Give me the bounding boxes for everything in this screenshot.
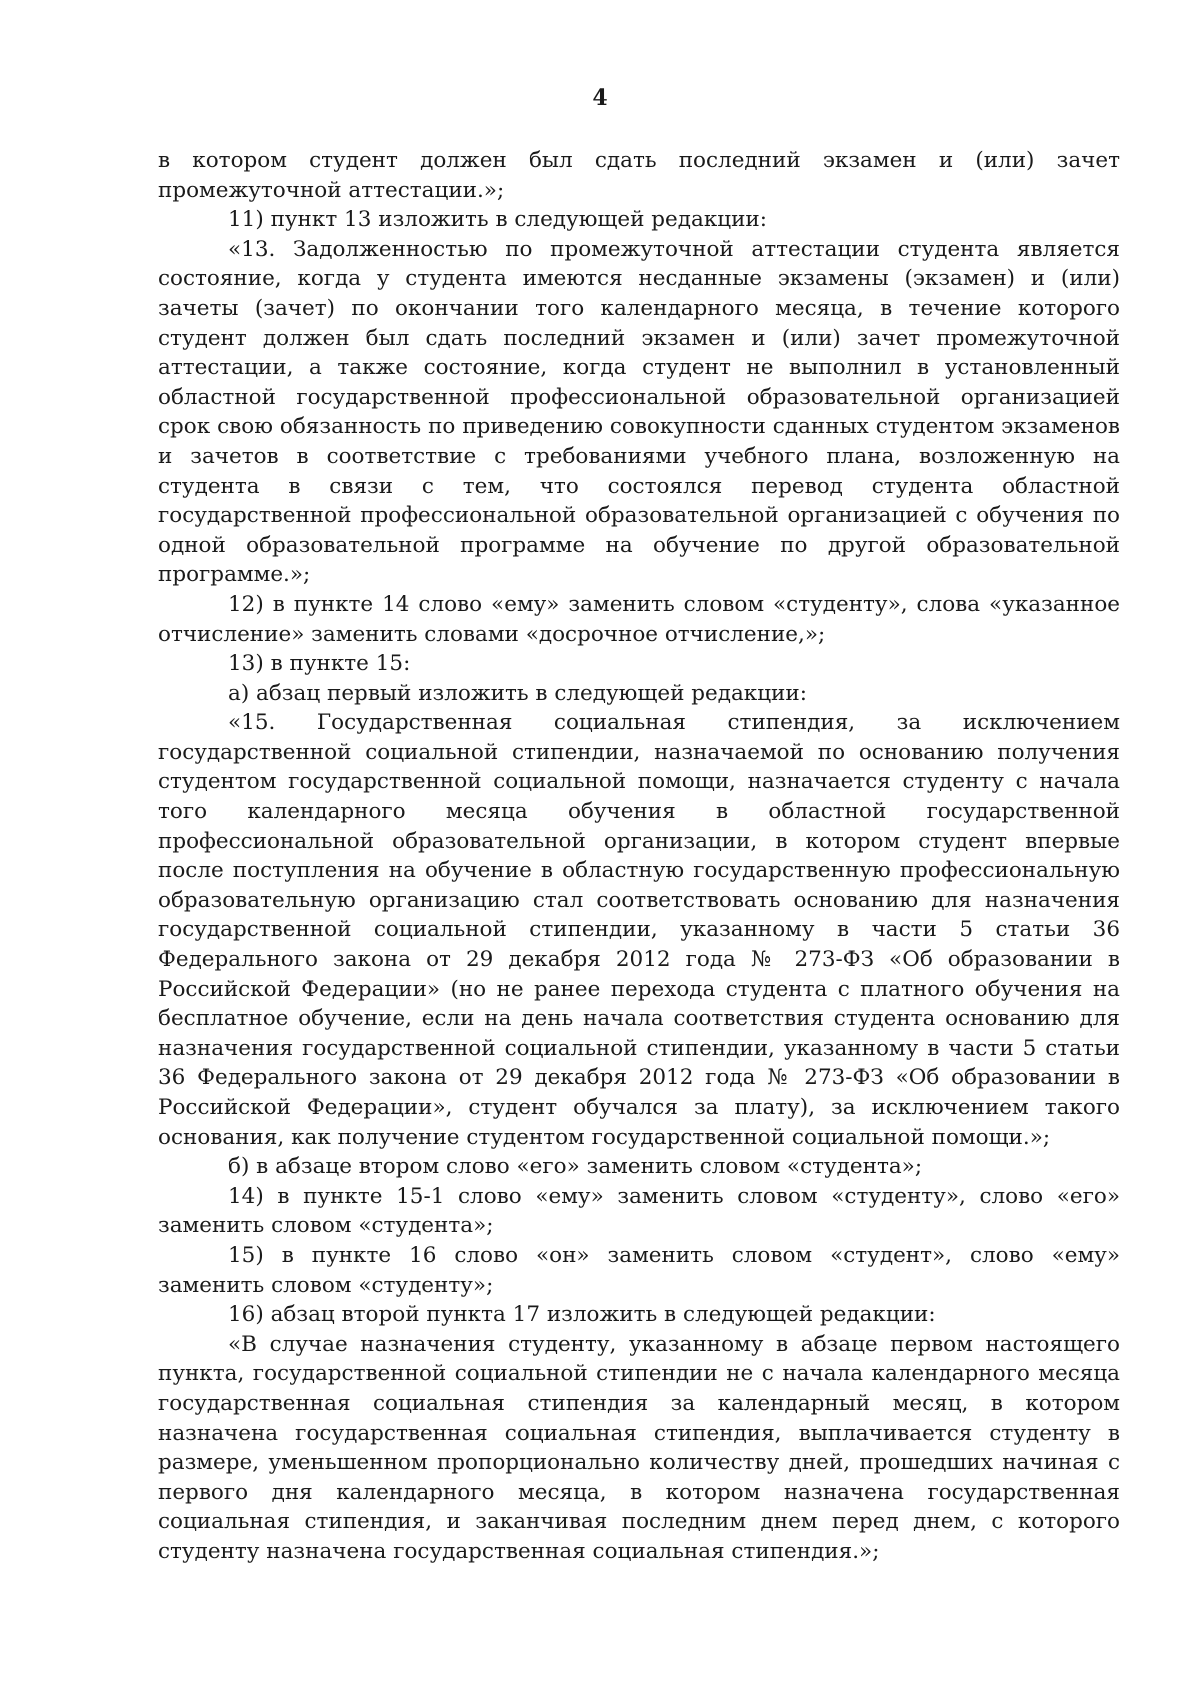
paragraph-item-14: 14) в пункте 15-1 слово «ему» заменить словом «студенту», слово «его» заменить словом «студента»; xyxy=(158,1183,1120,1239)
paragraph-item-15: 15) в пункте 16 слово «он» заменить словом «студент», слово «ему» заменить словом «студенту»; xyxy=(158,1242,1120,1298)
paragraph-continuation: в котором студент должен был сдать последний экзамен и (или) зачет промежуточной аттестации.»; xyxy=(158,148,1120,203)
paragraph-clause-17-text: «В случае назначения студенту, указанному в абзаце первом настоящего пункта, государственной социальной стипендии не с начала календарного месяца государственная социальная стипендия за календарный месяц, в котором назначена государственная социальная стипендия, выплачивается студенту в размере, уменьшенном пропорционально количеству дней, прошедших начиная с первого дня календарного месяца, в котором назначена государственная социальная стипендия, и заканчивая последним днем перед днем, с которого студенту назначена государственная социальная стипендия.»; xyxy=(158,1331,1120,1564)
document-body xyxy=(158,146,1120,1567)
paragraph-item-16: 16) абзац второй пункта 17 изложить в следующей редакции: xyxy=(228,1302,936,1328)
paragraph-item-12: 12) в пункте 14 слово «ему» заменить словом «студенту», слова «указанное отчисление» заменить словами «досрочное отчисление,»; xyxy=(158,591,1120,647)
paragraph-subitem-a: а) абзац первый изложить в следующей редакции: xyxy=(228,680,807,706)
paragraph-item-11: 11) пункт 13 изложить в следующей редакции: xyxy=(228,207,768,233)
paragraph-subitem-b: б) в абзаце втором слово «его» заменить словом «студента»; xyxy=(228,1154,923,1180)
paragraph-clause-13-text: «13. Задолженностью по промежуточной аттестации студента является состояние, когда у студента имеются несданные экзамены (экзамен) и (или) зачеты (зачет) по окончании того календарного месяца, в течение которого студент должен был сдать последний экзамен и (или) зачет промежуточной аттестации, а также состояние, когда студент не выполнил в установленный областной государственной профессиональной образовательной организацией срок свою обязанность по приведению совокупности сданных студентом экзаменов и зачетов в соответствие с требованиями учебного плана, возложенную на студента в связи с тем, что состоялся перевод студента областной государственной профессиональной образовательной организацией с обучения по одной образовательной программе на обучение по другой образовательной программе.»; xyxy=(158,236,1120,588)
paragraph-item-13: 13) в пункте 15: xyxy=(228,651,411,677)
paragraph-clause-15-text: «15. Государственная социальная стипендия, за исключением государственной социальной стипендии, назначаемой по основанию получения студентом государственной социальной помощи, назначается студенту с начала того календарного месяца обучения в областной государственной профессиональной образовательной организации, в котором студент впервые после поступления на обучение в областную государственную профессиональную образовательную организацию стал соответствовать основанию для назначения государственной социальной стипендии, указанному в части 5 статьи 36 Федерального закона от 29 декабря 2012 года № 273-ФЗ «Об образовании в Российской Федерации» (но не ранее перехода студента с платного обучения на бесплатное обучение, если на день начала соответствия студента основанию для назначения государственной социальной стипендии, указанному в части 5 статьи 36 Федерального закона от 29 декабря 2012 года № 273-ФЗ «Об образовании в Российской Федерации», студент обучался за плату), за исключением такого основания, как получение студентом государственной социальной помощи.»; xyxy=(158,710,1120,1150)
page-number: 4 xyxy=(592,85,608,111)
